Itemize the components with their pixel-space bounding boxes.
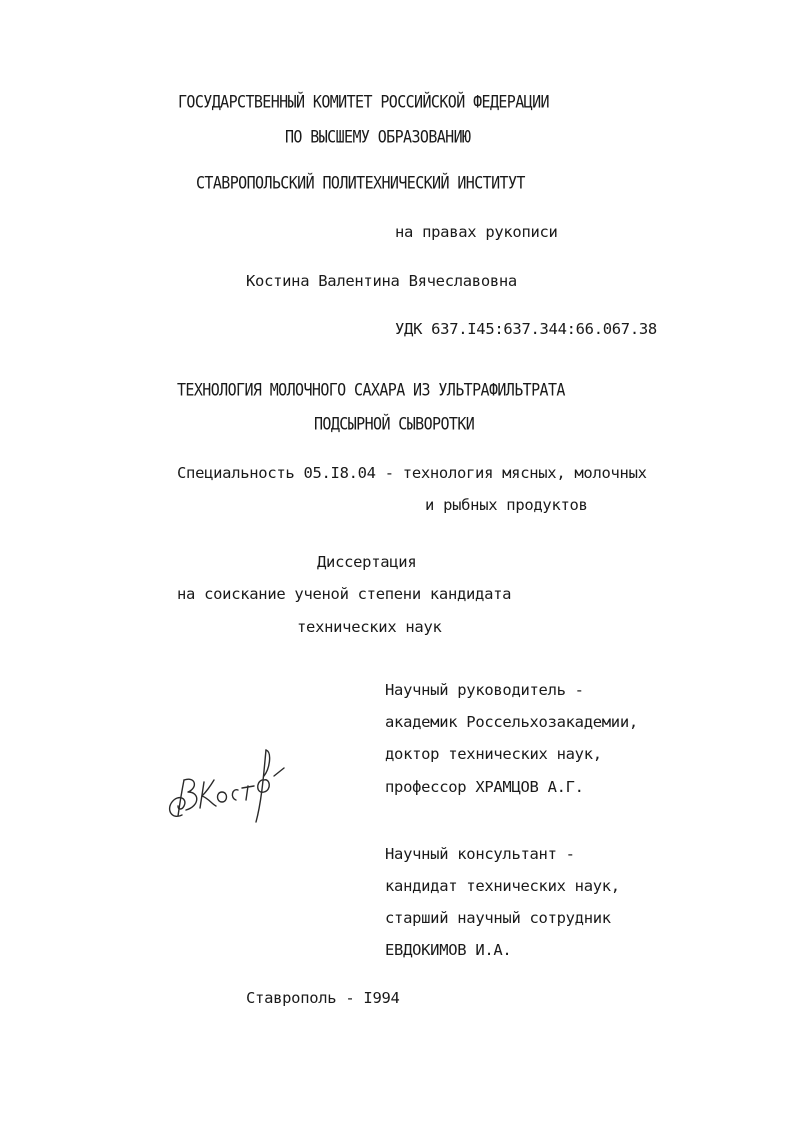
- specialty-line-2: и рыбных продуктов: [425, 496, 588, 514]
- dissertation-label: Диссертация: [317, 553, 417, 571]
- manuscript-note: на правах рукописи: [395, 223, 558, 241]
- city-year: Ставрополь - I994: [246, 989, 400, 1007]
- committee-line-2: ПО ВЫСШЕМУ ОБРАЗОВАНИЮ: [285, 126, 471, 148]
- institute-name: СТАВРОПОЛЬСКИЙ ПОЛИТЕХНИЧЕСКИЙ ИНСТИТУТ: [196, 172, 525, 194]
- supervisor-label: Научный руководитель -: [385, 681, 584, 699]
- consultant-label: Научный консультант -: [385, 845, 575, 863]
- consultant-name: ЕВДОКИМОВ И.А.: [385, 941, 512, 959]
- dissertation-field: технических наук: [297, 618, 442, 636]
- supervisor-title-2: доктор технических наук,: [385, 745, 602, 763]
- author-signature: [160, 740, 295, 825]
- committee-line-1: ГОСУДАРСТВЕННЫЙ КОМИТЕТ РОССИЙСКОЙ ФЕДЕРАЦИИ: [178, 91, 549, 113]
- title-line-2: ПОДСЫРНОЙ СЫВОРОТКИ: [314, 413, 475, 435]
- consultant-title-1: кандидат технических наук,: [385, 877, 620, 895]
- dissertation-degree: на соискание ученой степени кандидата: [177, 585, 512, 603]
- title-line-1: ТЕХНОЛОГИЯ МОЛОЧНОГО САХАРА ИЗ УЛЬТРАФИЛЬТРАТА: [177, 379, 565, 401]
- consultant-title-2: старший научный сотрудник: [385, 909, 611, 927]
- udc-code: УДК 637.I45:637.344:66.067.38: [395, 320, 657, 338]
- author-name: Костина Валентина Вячеславовна: [246, 272, 517, 290]
- supervisor-name: профессор ХРАМЦОВ А.Г.: [385, 778, 584, 796]
- specialty-line-1: Специальность 05.I8.04 - технология мясных, молочных: [177, 464, 647, 482]
- supervisor-title-1: академик Россельхозакадемии,: [385, 713, 638, 731]
